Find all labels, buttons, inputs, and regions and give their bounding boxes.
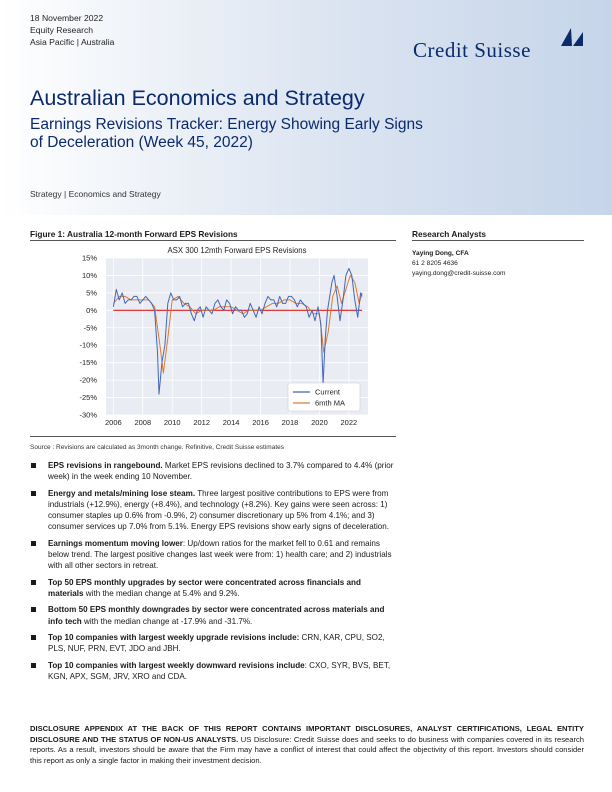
legend-current-label: Current bbox=[315, 387, 341, 397]
sails-icon bbox=[559, 26, 585, 50]
report-category: Strategy | Economics and Strategy bbox=[30, 189, 161, 199]
report-region: Asia Pacific | Australia bbox=[30, 37, 115, 47]
key-points-list bbox=[30, 460, 396, 688]
analyst-phone: 61 2 8205 4636 bbox=[412, 260, 458, 267]
disclosure-text: DISCLOSURE APPENDIX AT THE BACK OF THIS REPORT CONTAINS IMPORTANT DISCLOSURES, ANALYST CERTIFICATIONS, LEGAL ENTITY DISCLOSURE AND THE STATUS OF NON-US ANALYSTS. US Disclosure: Credit Suisse does and seeks to do business with companies covered in its research reports. As a result, investors should be aware that the Firm may have a conflict of interest that could affect the objectivity of this report. Investors should consider this report as only a single factor in making their investment decision. bbox=[30, 724, 584, 765]
list-item: Top 10 companies with largest weekly upgrade revisions include: CRN, KAR, CPU, SO2, PLS, NUF, PRN, EVT, JDO and JBH. bbox=[30, 632, 396, 654]
logo-text: Credit Suisse bbox=[413, 38, 531, 62]
x-tick-label: 2014 bbox=[222, 418, 240, 427]
y-tick-label: 10% bbox=[81, 270, 97, 280]
y-tick-label: 15% bbox=[81, 253, 97, 263]
figure-divider bbox=[30, 240, 396, 241]
y-tick-label: -15% bbox=[79, 358, 97, 368]
list-item: Earnings momentum moving lower: Up/down ratios for the market fell to 0.61 and remains below trend. The largest positive changes last week were from: 1) health care; and 2) industrials with all other sectors in retreat. bbox=[30, 538, 396, 572]
x-tick-label: 2012 bbox=[193, 418, 211, 427]
analyst-name: Yaying Dong, CFA bbox=[412, 250, 469, 257]
y-tick-label: -25% bbox=[79, 393, 97, 403]
y-tick-label: -30% bbox=[79, 410, 97, 420]
figure-bottom-divider bbox=[30, 436, 396, 437]
x-tick-label: 2016 bbox=[252, 418, 269, 427]
list-item: Top 50 EPS monthly upgrades by sector were concentrated across financials and materials with the median change at 5.4% and 9.2%. bbox=[30, 577, 396, 599]
report-dept: Equity Research bbox=[30, 25, 94, 35]
x-tick-label: 2006 bbox=[105, 418, 122, 427]
y-tick-label: -10% bbox=[79, 340, 97, 350]
analyst-email[interactable]: yaying.dong@credit-suisse.com bbox=[412, 270, 506, 277]
eps-revisions-chart bbox=[72, 243, 384, 431]
report-date: 18 November 2022 bbox=[30, 13, 104, 23]
x-tick-label: 2008 bbox=[134, 418, 152, 427]
figure-source: Source : Revisions are calculated as 3month change. Refinitive, Credit Suisse estimates bbox=[30, 444, 284, 451]
list-item: Bottom 50 EPS monthly downgrades by sector were concentrated across materials and info tech with the median change at -17.9% and -31.7%. bbox=[30, 604, 396, 626]
x-tick-label: 2020 bbox=[311, 418, 328, 427]
x-tick-label: 2022 bbox=[340, 418, 358, 427]
chart-title: ASX 300 12mth Forward EPS Revisions bbox=[167, 246, 307, 255]
analysts-divider bbox=[412, 240, 584, 241]
list-item: Top 10 companies with largest weekly downward revisions include: CXO, SYR, BVS, BET, KGN, APX, SGM, JRV, XRO and CDA. bbox=[30, 660, 396, 682]
y-tick-label: -20% bbox=[79, 375, 97, 385]
y-tick-label: 0% bbox=[86, 305, 97, 315]
report-title: Australian Economics and Strategy bbox=[30, 86, 365, 110]
credit-suisse-logo bbox=[413, 24, 585, 68]
report-subtitle: Earnings Revisions Tracker: Energy Showing Early Signs of Deceleration (Week 45, 2022) bbox=[30, 116, 423, 151]
chart-svg bbox=[72, 243, 384, 431]
y-tick-label: 5% bbox=[86, 288, 97, 298]
legend-6mth-ma-label: 6mth MA bbox=[315, 398, 346, 408]
x-tick-label: 2010 bbox=[163, 418, 181, 427]
figure-title: Figure 1: Australia 12-month Forward EPS Revisions bbox=[30, 229, 238, 239]
x-tick-label: 2018 bbox=[281, 418, 299, 427]
report-meta bbox=[30, 12, 114, 48]
list-item: Energy and metals/mining lose steam. Three largest positive contributions to EPS were from industrials (+12.9%), energy (+8.4%), and technology (+8.2%). Key gains were seen across: 1) consumer staples up 0.6% from -0.9%, 2) consumer discretionary up 5% from 4.1%; and 3) consumer services up 7.0% from 5.1%. Energy EPS revisions show early signs of deceleration. bbox=[30, 488, 396, 533]
analysts-heading: Research Analysts bbox=[412, 229, 486, 239]
list-item: EPS revisions in rangebound. Market EPS revisions declined to 3.7% compared to 4.4% (prior week) in the week ending 10 November. bbox=[30, 460, 396, 482]
y-tick-label: -5% bbox=[83, 323, 97, 333]
